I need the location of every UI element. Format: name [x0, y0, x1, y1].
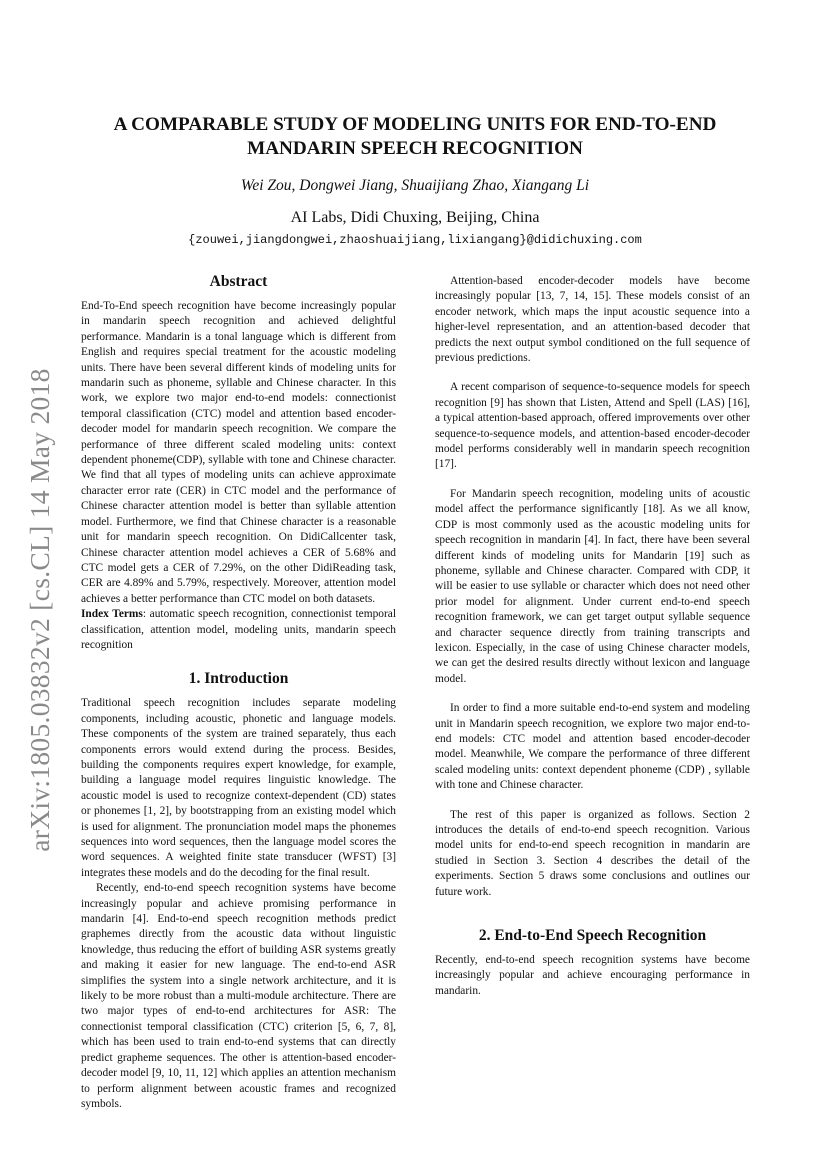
intro-paragraph-7: The rest of this paper is organized as follows. Section 2 introduces the details of end-to-end speech recognition. Various model units for end-to-end speech recognition in mandarin are studied in Section 3. Section 4 describes the detail of the experiments. Section 5 draws some conclusions and outlines our future work. [435, 808, 750, 898]
index-terms [81, 607, 396, 653]
abstract-heading: Abstract [209, 273, 268, 290]
intro-paragraph-3: Attention-based encoder-decoder models have become increasingly popular [13, 7, 14, 15]. These models consist of an encoder network, which maps the input acoustic sequence into a higher-level representation, and an attention-based decoder that predicts the next output symbol conditioned on the full sequence of previous predictions. [435, 275, 750, 365]
intro-paragraph-4: A recent comparison of sequence-to-sequence models for speech recognition [9] has shown that Listen, Attend and Spell (LAS) [16], a typical attention-based approach, offered improvements over other sequence-to-sequence models, and attention-based encoder-decoder model performs considerably well in mandarin speech recognition [17]. [435, 381, 750, 471]
right-column [435, 274, 750, 1013]
abstract-text: End-To-End speech recognition have become increasingly popular in mandarin speech recognition and achieved delightful performance. Mandarin is a tonal language which is different from English and requires special treatment for the acoustic modeling units. There have been several different kinds of modeling units for mandarin such as phoneme, syllable and Chinese character. In this work, we explore two major end-to-end models: connectionist temporal classification (CTC) model and attention based encoder-decoder model for mandarin speech recognition. We compare the performance of three different scaled modeling units: context dependent phoneme(CDP), syllable with tone and Chinese character. We find that all types of modeling units can achieve approximate character error rate (CER) in CTC model and the performance of Chinese character attention model is better than syllable attention model. Furthermore, we find that Chinese character is a reasonable unit for mandarin speech recognition. On DidiCallcenter task, Chinese character attention model achieves a CER of 5.68% and CTC model gets a CER of 7.29%, on the other DidiReading task, CER are 4.89% and 5.79%, respectively. Moreover, attention model achieves a better performance than CTC model on both datasets. [81, 300, 396, 605]
arxiv-identifier [20, 350, 60, 870]
section-2-paragraph-1: Recently, end-to-end speech recognition systems have become increasingly popular and achieve encouraging performance in mandarin. [435, 954, 750, 997]
intro-paragraph-1: Traditional speech recognition includes separate modeling components, including acoustic, phonetic and language models. These components of the system are trained separately, thus each components errors would extend during the process. Besides, building the components requires expert knowledge, for example, building a language model requires linguistic knowledge. The acoustic model is used to recognize context-dependent (CD) states or phonemes [1, 2], by bootstrapping from an existing model which is used for alignment. The pronunciation model maps the phonemes sequences into word sequences, then the language model scores the word sequences. A weighted finite state transducer (WFST) [3] integrates these models and do the decoding for the final result. [81, 697, 396, 879]
author-list: Wei Zou, Dongwei Jiang, Shuaijiang Zhao, Xiangang Li [240, 177, 590, 194]
section-2-heading: 2. End-to-End Speech Recognition [478, 927, 707, 945]
paper-title: A COMPARABLE STUDY OF MODELING UNITS FOR END-TO-END MANDARIN SPEECH RECOGNITION [113, 114, 717, 159]
left-column [81, 272, 396, 1126]
intro-paragraph-6: In order to find a more suitable end-to-end system and modeling unit in Mandarin speech recognition, we explore two major end-to-end models: CTC model and attention based encoder-decoder model. Meanwhile, We compare the performance of three different scaled modeling units: context dependent phoneme (CDP) , syllable with tone and Chinese character. [435, 702, 750, 792]
author-emails: {zouwei,jiangdongwei,zhaoshuaijiang,lixiangang}@didichuxing.com [188, 233, 642, 247]
index-terms-label: Index Terms [81, 608, 143, 621]
affiliation: AI Labs, Didi Chuxing, Beijing, China [290, 209, 540, 226]
index-terms-text: : automatic speech recognition, connectionist temporal classification, attention model, modeling units, mandarin speech recognition [81, 608, 396, 651]
introduction-heading: 1. Introduction [188, 670, 289, 688]
intro-paragraph-2: Recently, end-to-end speech recognition systems have become increasingly popular and achieve promising performance in mandarin [4]. End-to-end speech recognition methods predict graphemes directly from the acoustic data without linguistic knowledge, thus reducing the effort of building ASR systems greatly and making it easier for new language. The end-to-end ASR simplifies the system into a single network architecture, and it is likely to be more robust than a multi-module architecture. There are two major types of end-to-end architectures for ASR: The connectionist temporal classification (CTC) criterion [5, 6, 7, 8], which has been used to train end-to-end systems that can directly predict grapheme sequences. The other is attention-based encoder-decoder model [9, 10, 11, 12] which applies an attention mechanism to perform alignment between acoustic frames and recognized symbols. [81, 882, 396, 1110]
intro-paragraph-5: For Mandarin speech recognition, modeling units of acoustic model affect the performance significantly [18]. As we all know, CDP is most commonly used as the acoustic modeling units for speech recognition in mandarin [4]. In fact, there have been several different kinds of modeling units for Mandarin [19] such as phoneme, syllable and Chinese character. Compared with CDP, it will be easier to use syllable or character which does not need other prior model for alignment. Under current end-to-end speech recognition framework, we can get target output syllable sequence and character sequence directly from training transcripts and lexicon. Especially, in the case of using Chinese character models, we can get the desired results directly without lexicon and language model. [435, 487, 750, 685]
arxiv-id-text: arXiv:1805.03832v2 [cs.CL] 14 May 2018 [24, 368, 55, 852]
